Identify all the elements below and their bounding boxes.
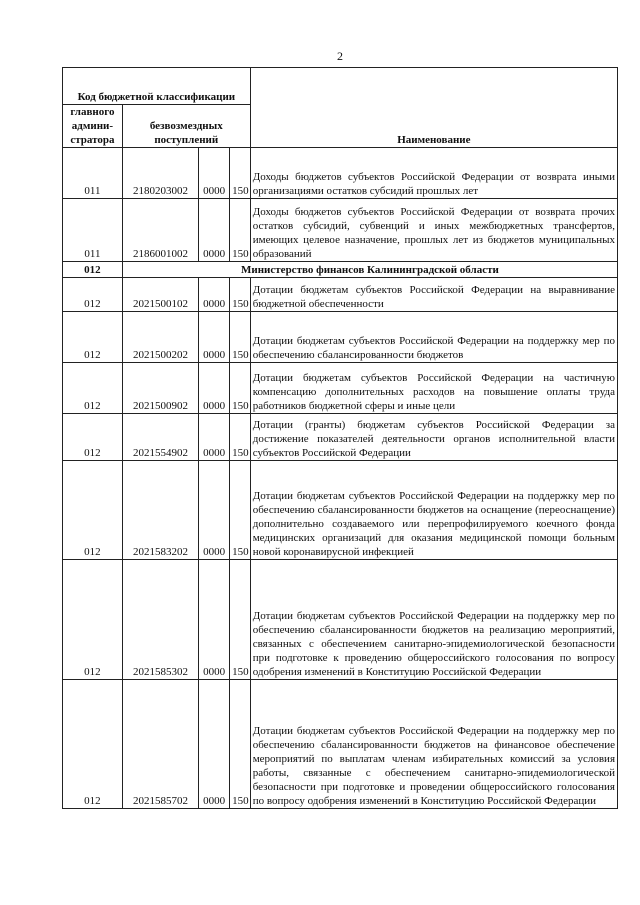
income-code-cell: 2021500902	[122, 363, 198, 414]
group-code-cell: 150	[230, 414, 251, 461]
admin-code-cell: 011	[63, 148, 123, 199]
admin-code-cell: 012	[63, 312, 123, 363]
name-cell: Дотации бюджетам субъектов Российской Федерации на поддержку мер по обеспечению сбалансированности бюджетов на финансовое обеспечение мероприятий по выплатам членам избирательных комиссий за условия работы, связанные с обеспечением санитарно-эпидемиологической безопасности при подготовке и проведении общероссийского голосования по вопросу одобрения изменений в Конституцию Российской Федерации	[250, 680, 617, 809]
table-body	[63, 148, 618, 809]
subgroup-code-cell: 0000	[199, 278, 230, 312]
subgroup-code-cell: 0000	[199, 312, 230, 363]
group-code-cell: 150	[230, 461, 251, 560]
group-code-cell: 150	[230, 312, 251, 363]
name-cell: Доходы бюджетов субъектов Российской Федерации от возврата прочих остатков субсидий, субвенций и иных межбюджетных трансфертов, имеющих целевое назначение, прошлых лет из бюджетов муниципальных образований	[250, 199, 617, 262]
name-cell: Дотации бюджетам субъектов Российской Федерации на поддержку мер по обеспечению сбалансированности бюджетов на реализацию мероприятий, связанных с обеспечением санитарно-эпидемиологической безопасности при подготовке к проведению общероссийского голосования по вопросу одобрения изменений в Конституцию Российской Федерации	[250, 560, 617, 680]
income-code-cell: 2021500102	[122, 278, 198, 312]
table-row	[63, 680, 618, 809]
group-code-cell: 150	[230, 199, 251, 262]
budget-classification-table	[62, 67, 618, 809]
admin-code-cell: 012	[63, 461, 123, 560]
header-income-line: поступлений	[154, 134, 219, 146]
subgroup-code-cell: 0000	[199, 461, 230, 560]
subgroup-code-cell: 0000	[199, 148, 230, 199]
ministry-name-cell: Министерство финансов Калининградской области	[122, 262, 617, 278]
name-cell: Дотации бюджетам субъектов Российской Федерации на частичную компенсацию дополнительных расходов на повышение оплаты труда работников бюджетной сферы и иные цели	[250, 363, 617, 414]
group-code-cell: 150	[230, 148, 251, 199]
group-code-cell: 150	[230, 278, 251, 312]
group-code-cell: 150	[230, 680, 251, 809]
subgroup-code-cell: 0000	[199, 199, 230, 262]
subgroup-code-cell: 0000	[199, 560, 230, 680]
header-name: Наименование	[250, 68, 617, 148]
name-cell: Дотации бюджетам субъектов Российской Федерации на выравнивание бюджетной обеспеченности	[250, 278, 617, 312]
income-code-cell: 2180203002	[122, 148, 198, 199]
income-code-cell: 2021554902	[122, 414, 198, 461]
admin-code-cell: 012	[63, 414, 123, 461]
group-code-cell: 150	[230, 560, 251, 680]
header-admin-line: стратора	[70, 134, 115, 146]
name-cell: Дотации бюджетам субъектов Российской Федерации на поддержку мер по обеспечению сбалансированности бюджетов на оснащение (переоснащение) дополнительно создаваемого или перепрофилируемого коечного фонда медицинских организаций для оказания медицинской помощи больным новой коронавирусной инфекцией	[250, 461, 617, 560]
income-code-cell: 2021585702	[122, 680, 198, 809]
table-row	[63, 312, 618, 363]
table-row	[63, 363, 618, 414]
name-cell: Дотации бюджетам субъектов Российской Федерации на поддержку мер по обеспечению сбалансированности бюджетов	[250, 312, 617, 363]
header-income-line: безвозмездных	[149, 120, 223, 132]
admin-code-cell: 012	[63, 363, 123, 414]
admin-code-cell: 012	[63, 262, 123, 278]
income-code-cell: 2186001002	[122, 199, 198, 262]
header-admin-line: главного	[70, 106, 115, 118]
subgroup-code-cell: 0000	[199, 414, 230, 461]
table-row	[63, 414, 618, 461]
group-code-cell: 150	[230, 363, 251, 414]
table-row	[63, 148, 618, 199]
table-row	[63, 199, 618, 262]
name-cell: Дотации (гранты) бюджетам субъектов Российской Федерации за достижение показателей деятельности органов исполнительной власти субъектов Российской Федерации	[250, 414, 617, 461]
ministry-row	[63, 262, 618, 278]
page-number: 2	[337, 49, 343, 63]
subgroup-code-cell: 0000	[199, 680, 230, 809]
income-code-cell: 2021583202	[122, 461, 198, 560]
table-row	[63, 560, 618, 680]
table-row	[63, 278, 618, 312]
admin-code-cell: 012	[63, 560, 123, 680]
table-row	[63, 461, 618, 560]
admin-code-cell: 011	[63, 199, 123, 262]
header-classification-code: Код бюджетной классификации	[63, 68, 251, 105]
income-code-cell: 2021500202	[122, 312, 198, 363]
subgroup-code-cell: 0000	[199, 363, 230, 414]
admin-code-cell: 012	[63, 680, 123, 809]
admin-code-cell: 012	[63, 278, 123, 312]
income-code-cell: 2021585302	[122, 560, 198, 680]
header-admin-line: админи-	[71, 120, 114, 132]
name-cell: Доходы бюджетов субъектов Российской Федерации от возврата иными организациями остатков субсидий прошлых лет	[250, 148, 617, 199]
header-chief-administrator	[63, 105, 123, 148]
header-gratuitous-receipts	[122, 105, 250, 148]
